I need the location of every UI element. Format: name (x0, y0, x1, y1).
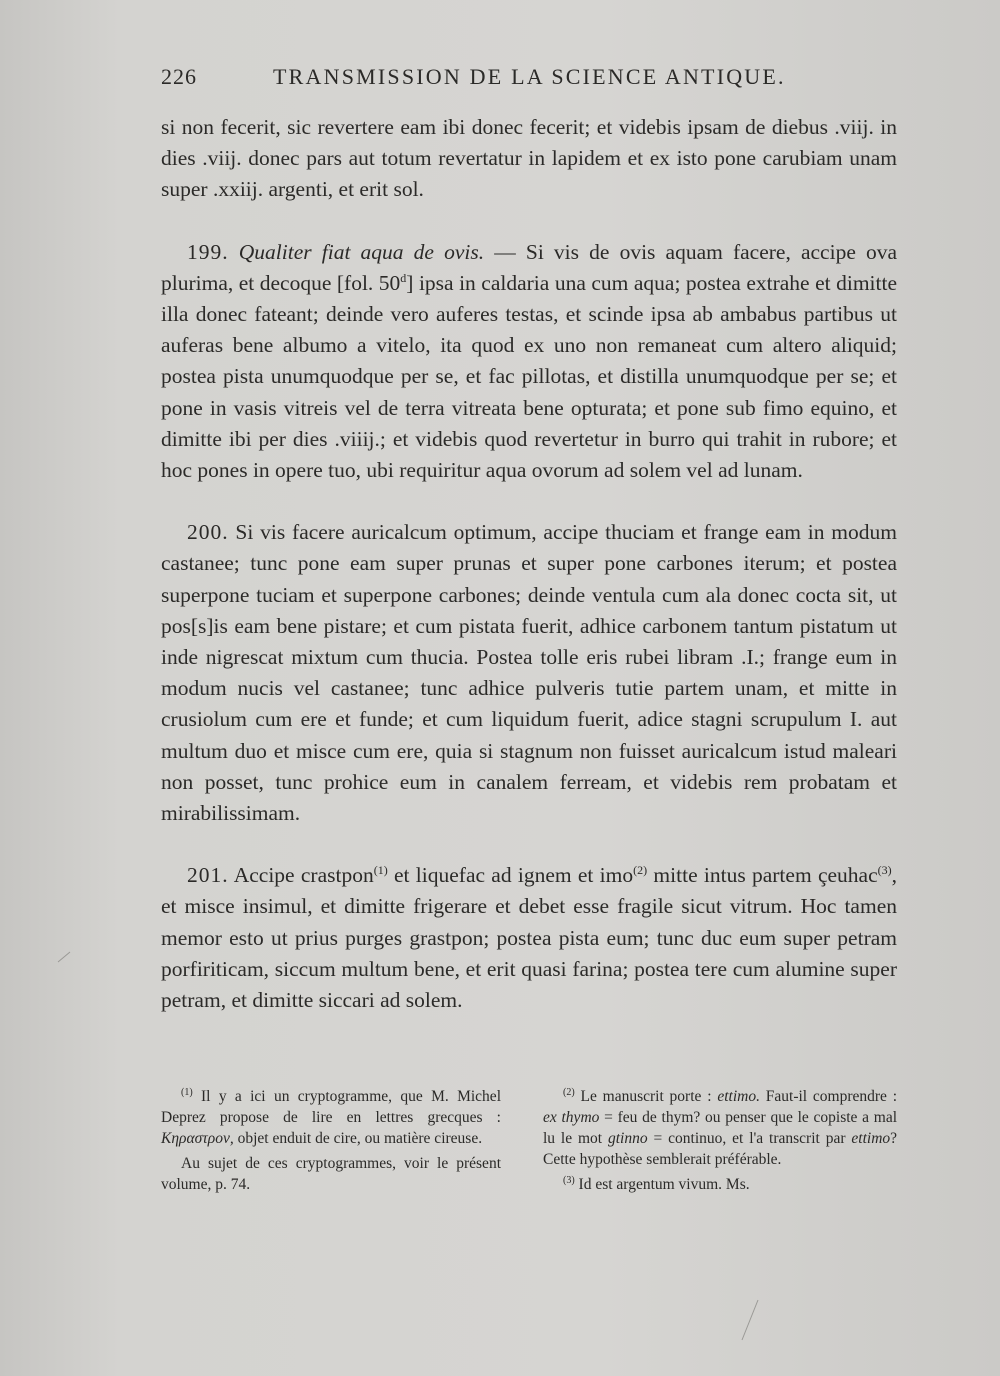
section-number: 200. (187, 520, 229, 545)
footnote-1-paragraph-2: Au sujet de ces cryptogrammes, voir le présent volume, p. 74. (161, 1155, 501, 1193)
section-number: 201. (187, 863, 229, 888)
section-text: ] ipsa in caldaria una cum aqua; postea extrahe et dimitte illa donec fateant; deinde vero auferes testas, et scinde ipsa ab ambabus partibus ut auferas bene albumo a vitelo, ita quod ex uno non remaneat cum altero aliquid; postea pista unumquodque per se, et fac pillotas, et distilla unumquodque per se; et pone in vasis vitreis vel de terra vitreata bene opturata; et pone sub fimo equino, et dimitte ibi per dies .viiij.; et videbis quod revertetur in burro qui trahit in rubore; et hoc pones in opere tuo, ubi requiritur aqua ovorum ad solem vel ad lunam. (161, 270, 898, 483)
section-199 (161, 237, 897, 487)
page-header (161, 64, 896, 98)
footnote-2 (543, 1086, 897, 1170)
intro-paragraph: si non fecerit, sic revertere eam ibi donec fecerit; et videbis ipsam de diebus .viij. in dies .viij. donec pars aut totum revertatur in lapidem et ex isto pone carubiam unam super .xxiij. argenti, et erit sol. (161, 115, 897, 202)
main-text (161, 112, 897, 1047)
footnote-ref: (2) (633, 863, 648, 878)
footnote-text: Le manuscrit porte : (580, 1088, 712, 1105)
section-text: — Si vis de ovis aquam facere, accipe ova plurima, et decoque [fol. 50 (161, 239, 898, 295)
footnote-greek: Κηραστρον, (161, 1130, 234, 1147)
footnote-italic: ettimo (851, 1130, 891, 1147)
folio-superscript: d (400, 270, 407, 285)
section-number: 199. (187, 239, 229, 264)
paper-scratch (742, 1300, 758, 1340)
footnote-mark: (3) (563, 1174, 575, 1186)
section-200 (161, 517, 897, 829)
section-201 (161, 860, 897, 1016)
section-title: Qualiter fiat aqua de ovis. (238, 239, 485, 264)
footnote-mark: (1) (181, 1086, 193, 1098)
paper-scratch (58, 952, 70, 962)
running-title: TRANSMISSION DE LA SCIENCE ANTIQUE. (273, 64, 786, 89)
footnote-column-left (161, 1086, 501, 1199)
footnote-text: Faut-il comprendre : (765, 1088, 898, 1105)
footnote-ref: (1) (373, 863, 388, 878)
footnote-1 (161, 1086, 501, 1149)
footnote-3 (543, 1174, 897, 1195)
section-text: , et misce insimul, et dimitte frigerare et debet esse fragile sicut vitrum. Hoc tamen memor esto ut prius purges grastpon; postea pista eum; tunc duc eum super petram porfiriticam, siccum multum bene, et erit quasi farina; postea tere cum alumine super petram, et dimitte siccari ad solem. (161, 863, 897, 1013)
section-text: Accipe crastpon (233, 863, 374, 888)
page-number: 226 (161, 64, 197, 89)
footnote-italic: ex thymo (543, 1109, 600, 1126)
footnote-text: ? Cette hypothèse semblerait préférable. (543, 1130, 898, 1168)
footnote-column-right (543, 1086, 897, 1199)
footnote-text: = feu de thym? ou penser que le copiste a mal lu le mot (543, 1109, 898, 1147)
footnote-text: Id est argentum vivum. Ms. (578, 1176, 750, 1193)
footnote-text: objet enduit de cire, ou matière cireuse. (237, 1130, 483, 1147)
footnote-italic: gtinno (608, 1130, 648, 1147)
footnote-ref: (3) (877, 863, 892, 878)
footnote-italic: ettimo. (717, 1088, 760, 1105)
footnote-text: Il y a ici un cryptogramme, que M. Michel Deprez propose de lire en lettres grecques : (161, 1088, 501, 1126)
section-text: et liquefac ad ignem et imo (394, 863, 634, 888)
footnote-text: = continuo, et l'a transcrit par (653, 1130, 846, 1147)
footnote-mark: (2) (563, 1086, 575, 1098)
section-text: Si vis facere auricalcum optimum, accipe thuciam et frange eam in modum castanee; tunc pone eam super prunas et super pone carbones iterum; et postea superpone tuciam et superpone carbones; deinde ventula cum ala donec cocta sit, ut pos[s]is eam bene pistare; et cum pistata fuerit, adhice carbonem tantum pistatum ut inde nigrescat mixtum cum thucia. Postea tolle eris rubei libram .I.; frange eum in modum nucis vel castanee; tunc adhice pulveris tutie partem unam, et mitte in crusiolum cum ere et funde; et cum liquidum fuerit, adice stagni scrupulum I. aut multum duo et misce cum ere, quia si stagnum non fuisset auricalcum istud maleari non posset, tunc prohice eum in canalem ferream, et videbis rem probatam et mirabilissimam. (161, 520, 897, 826)
section-text: mitte intus partem çeuhac (653, 863, 878, 888)
